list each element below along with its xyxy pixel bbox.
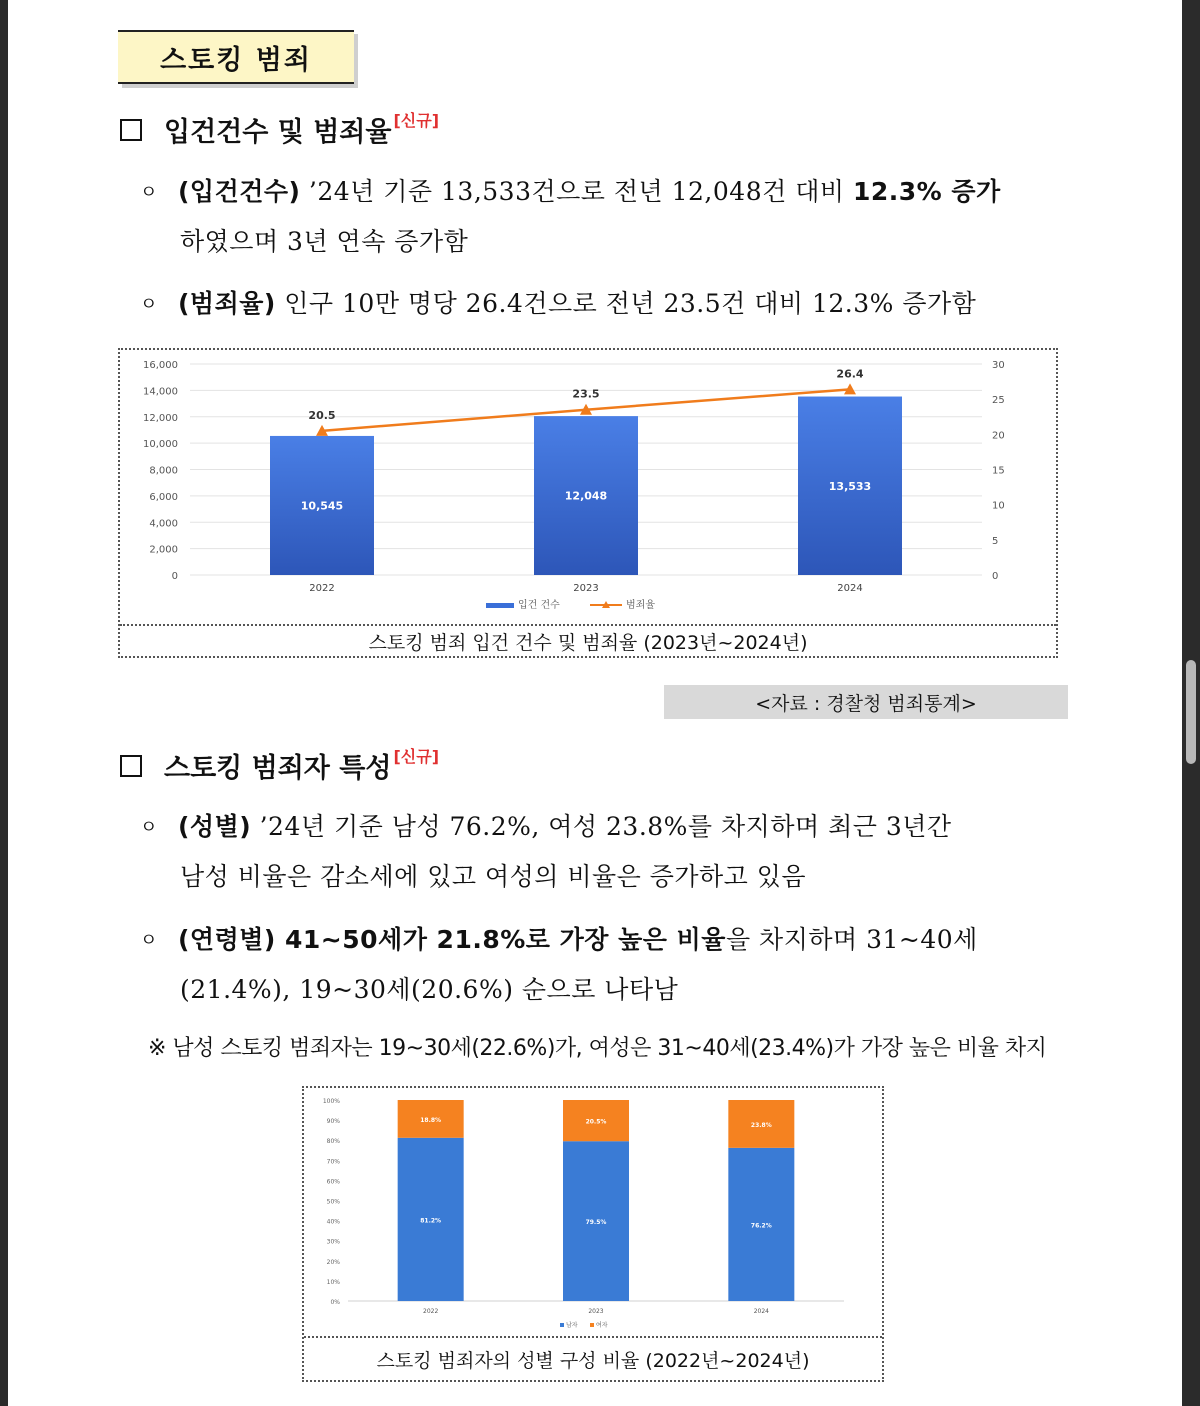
y-left-tick-label: 4,000: [149, 518, 178, 530]
x-tick-label: 2022: [423, 1308, 439, 1315]
legend-label: 입건 건수: [518, 600, 560, 611]
bullet-cases-line1: [178, 172, 1001, 208]
bullet-gender-line2: 남성 비율은 감소세에 있고 여성의 비율은 증가하고 있음: [180, 862, 807, 891]
line-data-label: 20.5: [308, 408, 336, 422]
y-right-tick-label: 25: [992, 395, 1005, 407]
y-tick-label: 100%: [322, 1098, 340, 1105]
bullet-label: (범죄율): [178, 289, 276, 318]
y-right-tick-label: 15: [992, 465, 1005, 477]
legend-label: 남자: [566, 1322, 578, 1329]
chart-caption: 스토킹 범죄자의 성별 구성 비율 (2022년~2024년): [304, 1336, 882, 1380]
y-left-tick-label: 14,000: [143, 386, 178, 398]
bullet-age-line2: (21.4%), 19~30세(20.6%) 순으로 나타남: [180, 975, 679, 1004]
section-heading-offenders: [120, 746, 439, 785]
y-left-tick-label: 10,000: [143, 439, 178, 451]
y-tick-label: 10%: [326, 1278, 340, 1286]
legend-label: 여자: [596, 1322, 608, 1329]
new-tag: [신규]: [393, 111, 440, 130]
y-left-tick-label: 2,000: [149, 544, 178, 556]
bullet-marker: ㅇ: [140, 294, 158, 315]
chart-cases-rate: [120, 350, 1056, 626]
bullet-emphasis: 12.3% 증가: [852, 177, 1001, 206]
y-right-tick-label: 20: [992, 430, 1005, 442]
x-tick-label: 2023: [588, 1308, 604, 1315]
y-tick-label: 30%: [326, 1238, 340, 1246]
checkbox-square-icon: [120, 755, 142, 777]
document-page: [8, 0, 1182, 1406]
y-tick-label: 70%: [326, 1158, 340, 1166]
bullet-marker: ㅇ: [140, 817, 158, 838]
checkbox-square-icon: [120, 119, 142, 141]
bullet-label: (성별): [178, 812, 252, 841]
bullet-text: 인구 10만 명당 26.4건으로 전년 23.5건 대비 12.3% 증가함: [275, 289, 977, 318]
y-tick-label: 80%: [326, 1138, 340, 1146]
legend-label: 범죄율: [626, 600, 655, 611]
chart-gender-ratio: [304, 1088, 882, 1338]
bar-data-label: 81.2%: [420, 1217, 442, 1225]
x-tick-label: 2022: [309, 583, 335, 594]
page-title: 스토킹 범죄: [118, 30, 354, 84]
source-note: <자료 : 경찰청 범죄통계>: [664, 685, 1068, 719]
section-heading-cases: [120, 110, 439, 149]
y-left-tick-label: 6,000: [149, 491, 178, 503]
y-right-tick-label: 10: [992, 500, 1005, 512]
y-left-tick-label: 8,000: [149, 465, 178, 477]
y-tick-label: 50%: [326, 1198, 340, 1206]
x-tick-label: 2024: [753, 1308, 769, 1315]
bar-data-label: 76.2%: [750, 1222, 772, 1230]
bar-data-label: 23.8%: [750, 1121, 772, 1129]
chart-cases-frame: [118, 348, 1058, 658]
bar-data-label: 13,533: [828, 479, 872, 493]
bullet-label: (입건건수): [178, 177, 301, 206]
legend-swatch: [560, 1323, 564, 1327]
x-tick-label: 2023: [573, 583, 599, 594]
legend-swatch: [590, 1323, 594, 1327]
bullet-text: ’24년 기준 남성 76.2%, 여성 23.8%를 차지하며 최근 3년간: [251, 812, 952, 841]
legend-swatch-bar: [486, 603, 514, 608]
y-tick-label: 60%: [326, 1178, 340, 1186]
bullet-marker: ㅇ: [140, 930, 158, 951]
bullet-rate-line: [178, 284, 976, 320]
y-left-tick-label: 0: [171, 571, 178, 582]
y-tick-label: 20%: [326, 1258, 340, 1266]
y-left-tick-label: 12,000: [143, 412, 178, 424]
bullet-cases-line2: 하였으며 3년 연속 증가함: [180, 227, 469, 256]
bullet-age-line1: [178, 920, 978, 956]
footnote: ※ 남성 스토킹 범죄자는 19~30세(22.6%)가, 여성은 31~40세(23.4%)가 가장 높은 비율 차지: [148, 1036, 1047, 1061]
bullet-emphasis: 41~50세가 21.8%로 가장 높은 비율: [275, 925, 726, 954]
y-right-tick-label: 5: [992, 535, 999, 547]
chart-caption: 스토킹 범죄 입건 건수 및 범죄율 (2023년~2024년): [120, 624, 1056, 656]
chart-gender-frame: [302, 1086, 884, 1382]
line-data-label: 26.4: [836, 367, 864, 381]
scrollbar-thumb[interactable]: [1186, 660, 1196, 764]
y-left-tick-label: 16,000: [143, 360, 178, 371]
y-tick-label: 0%: [330, 1299, 340, 1306]
bar-data-label: 20.5%: [585, 1118, 607, 1126]
bar-data-label: 10,545: [300, 499, 344, 513]
bullet-text: 을 차지하며 31~40세: [725, 925, 978, 954]
y-right-tick-label: 0: [992, 571, 999, 582]
section-heading-text: 스토킹 범죄자 특성: [164, 753, 392, 784]
bullet-gender-line1: [178, 807, 952, 843]
bar-data-label: 18.8%: [420, 1116, 442, 1124]
section-heading-text: 입건건수 및 범죄율: [164, 117, 392, 148]
line-data-label: 23.5: [572, 387, 600, 401]
x-tick-label: 2024: [837, 583, 863, 594]
new-tag: [신규]: [393, 747, 440, 766]
bullet-label: (연령별): [178, 925, 276, 954]
y-tick-label: 90%: [326, 1118, 340, 1126]
bar-data-label: 79.5%: [585, 1219, 607, 1227]
bar-data-label: 12,048: [564, 489, 608, 503]
y-tick-label: 40%: [326, 1218, 340, 1226]
y-right-tick-label: 30: [992, 360, 1005, 371]
bullet-marker: ㅇ: [140, 182, 158, 203]
bullet-text: ’24년 기준 13,533건으로 전년 12,048건 대비: [300, 177, 853, 206]
